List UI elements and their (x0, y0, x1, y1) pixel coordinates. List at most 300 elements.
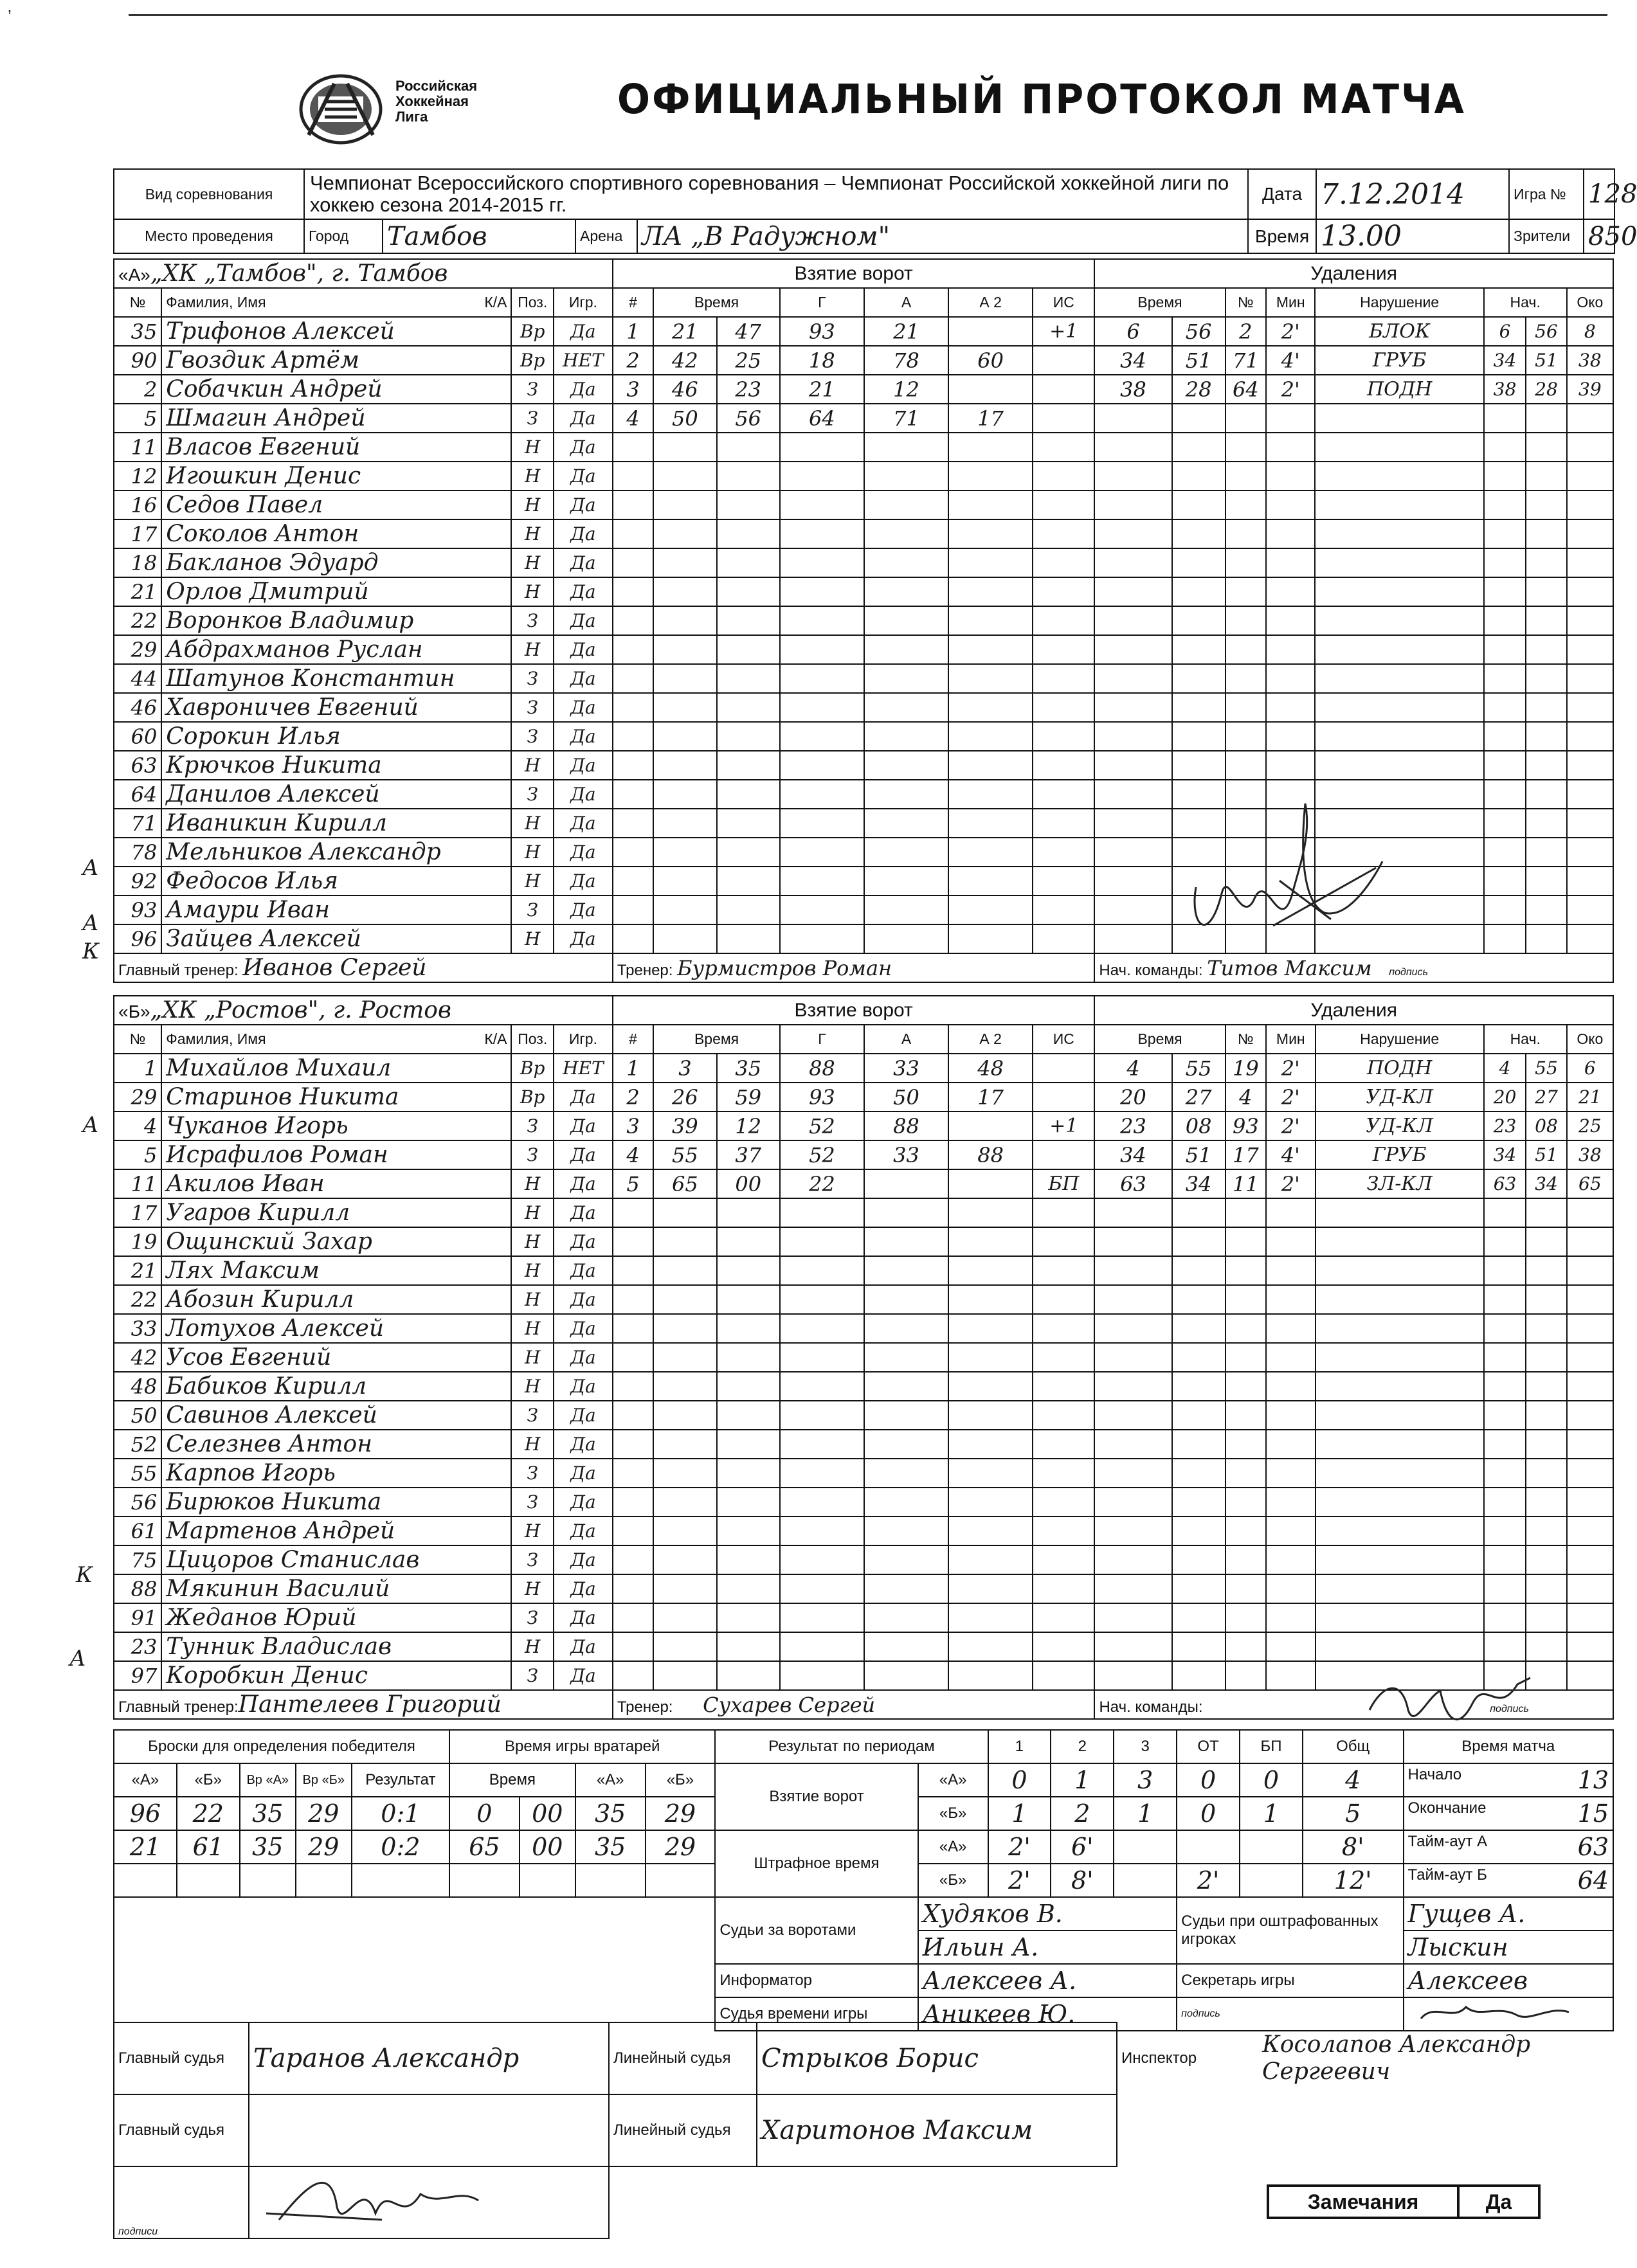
player-played: Да (554, 693, 613, 722)
goals-row-label: Взятие ворот (715, 1763, 918, 1830)
player-position: Вр (511, 346, 554, 375)
player-position: З (511, 1459, 554, 1488)
player-number: 5 (114, 1140, 161, 1169)
goal-number: 5 (613, 1169, 653, 1198)
player-position: Н (511, 548, 554, 577)
player-played: Да (554, 838, 613, 867)
player-number: 17 (114, 1198, 161, 1227)
player-row (114, 1169, 1613, 1198)
team-a-coach-signature-icon (1183, 797, 1389, 951)
protocol-header (0, 0, 1614, 161)
date-label: Дата (1248, 169, 1316, 219)
player-played: НЕТ (554, 1054, 613, 1083)
goal-situation (1033, 1140, 1094, 1169)
player-position: З (511, 693, 554, 722)
goal-situation (1033, 375, 1094, 404)
goal-number: 1 (613, 317, 653, 346)
player-position: Н (511, 1343, 554, 1372)
arena-label: Арена (575, 219, 637, 253)
goal-second: 35 (717, 1054, 780, 1083)
pim-row-label: Штрафное время (715, 1830, 918, 1897)
player-played: Да (554, 375, 613, 404)
player-position: З (511, 780, 554, 809)
player-name: Акилов Иван (161, 1169, 511, 1198)
player-played: Да (554, 1256, 613, 1285)
team-a-coach: Тренер: Бурмистров Роман (613, 953, 1095, 982)
player-played: Да (554, 722, 613, 751)
player-position: Н (511, 433, 554, 462)
player-position: Н (511, 1227, 554, 1256)
goal-assist-1 (864, 1169, 948, 1198)
referee-1-label: Главный судья (114, 2022, 249, 2094)
player-name: Коробкин Денис (161, 1661, 511, 1690)
goal-assist-1: 21 (864, 317, 948, 346)
player-number: 1 (114, 1054, 161, 1083)
penalty-minute: 20 (1094, 1083, 1171, 1112)
player-name: Воронков Владимир (161, 606, 511, 635)
goal-assist-1: 88 (864, 1112, 948, 1140)
player-name: Орлов Дмитрий (161, 577, 511, 606)
penalty-minutes: 4' (1266, 1140, 1315, 1169)
player-played: Да (554, 896, 613, 924)
league-name: Российская Хоккейная Лига (395, 78, 478, 125)
team-a-header: «А»„ХК „Тамбов", г. Тамбов (114, 259, 613, 288)
team-b-pens-title: Удаления (1094, 996, 1613, 1025)
goal-situation: БП (1033, 1169, 1094, 1198)
goal-assist-1: 33 (864, 1054, 948, 1083)
penalty-start-second: 34 (1526, 1169, 1566, 1198)
player-number: 11 (114, 1169, 161, 1198)
team-b-goals-title: Взятие ворот (613, 996, 1095, 1025)
player-position: Н (511, 1430, 554, 1459)
player-number: 78 (114, 838, 161, 867)
player-position: Н (511, 867, 554, 896)
player-row (114, 1488, 1613, 1516)
spectators-label: Зрители (1509, 219, 1584, 253)
player-number: 4 (114, 1112, 161, 1140)
player-name: Ощинский Захар (161, 1227, 511, 1256)
goal-situation (1033, 404, 1094, 433)
player-number: 93 (114, 896, 161, 924)
player-row (114, 1516, 1613, 1545)
player-name: Сорокин Илья (161, 722, 511, 751)
player-number: 22 (114, 606, 161, 635)
player-name: Шатунов Константин (161, 664, 511, 693)
player-number: 5 (114, 404, 161, 433)
team-b-chief: Нач. команды: подпись (1094, 1690, 1613, 1719)
penalty-infraction: ГРУБ (1315, 346, 1483, 375)
penalty-player: 71 (1225, 346, 1266, 375)
penalty-start-minute: 6 (1484, 317, 1526, 346)
player-position: Вр (511, 317, 554, 346)
player-number: 44 (114, 664, 161, 693)
player-position: Н (511, 1198, 554, 1227)
competition-label: Вид соревнования (114, 169, 304, 219)
player-number: 23 (114, 1632, 161, 1661)
player-played: Да (554, 317, 613, 346)
player-position: З (511, 722, 554, 751)
goal-number: 2 (613, 346, 653, 375)
goal-assist-1: 12 (864, 375, 948, 404)
goal-assist-1: 71 (864, 404, 948, 433)
player-row (114, 1227, 1613, 1256)
penalty-start-second: 55 (1526, 1054, 1566, 1083)
player-name: Исрафилов Роман (161, 1140, 511, 1169)
team-a-chief: Нач. команды: Титов Максим подпись (1094, 953, 1613, 982)
player-name: Карпов Игорь (161, 1459, 511, 1488)
goal-number: 3 (613, 1112, 653, 1140)
corner-mark: ’ (8, 6, 12, 26)
player-number: 61 (114, 1516, 161, 1545)
goal-number: 4 (613, 1140, 653, 1169)
goal-minute: 39 (653, 1112, 716, 1140)
shots-title: Броски для определения победителя (114, 1730, 449, 1763)
penalty-minute: 38 (1094, 375, 1171, 404)
goal-scorer: 52 (780, 1140, 864, 1169)
player-played: Да (554, 1285, 613, 1314)
penalty-end: 38 (1567, 346, 1613, 375)
player-position: З (511, 896, 554, 924)
player-row (114, 1198, 1613, 1227)
penalty-minute: 23 (1094, 1112, 1171, 1140)
penalty-infraction: ПОДН (1315, 375, 1483, 404)
player-played: Да (554, 606, 613, 635)
player-name: Федосов Илья (161, 867, 511, 896)
player-name: Лотухов Алексей (161, 1314, 511, 1343)
player-number: 55 (114, 1459, 161, 1488)
penalty-end: 65 (1567, 1169, 1613, 1198)
player-position: Н (511, 1314, 554, 1343)
margin-mark-a93: К (82, 939, 100, 964)
goal-second: 59 (717, 1083, 780, 1112)
player-name: Мельников Александр (161, 838, 511, 867)
goal-scorer: 64 (780, 404, 864, 433)
player-position: Н (511, 462, 554, 491)
player-number: 60 (114, 722, 161, 751)
margin-mark-a71: А (82, 855, 99, 881)
player-name: Цицоров Станислав (161, 1545, 511, 1574)
goal-minute: 42 (653, 346, 716, 375)
match-time-title: Время матча (1404, 1730, 1613, 1763)
goal-minute: 46 (653, 375, 716, 404)
penalty-second: 27 (1172, 1083, 1225, 1112)
goal-minute: 3 (653, 1054, 716, 1083)
player-row (114, 664, 1613, 693)
player-name: Бирюков Никита (161, 1488, 511, 1516)
player-played: Да (554, 1401, 613, 1430)
penalty-infraction: ПОДН (1316, 1054, 1484, 1083)
player-row (114, 1256, 1613, 1285)
player-name: Иваникин Кирилл (161, 809, 511, 838)
linesman-2-label: Линейный судья (609, 2094, 757, 2166)
player-number: 48 (114, 1372, 161, 1401)
goalie-time-title: Время игры вратарей (449, 1730, 715, 1763)
player-position: З (511, 1488, 554, 1516)
player-number: 42 (114, 1343, 161, 1372)
player-row (114, 1083, 1613, 1112)
goal-assist-2: 60 (948, 346, 1033, 375)
player-number: 64 (114, 780, 161, 809)
player-position: З (511, 404, 554, 433)
penalty-second: 08 (1172, 1112, 1225, 1140)
goal-minute: 65 (653, 1169, 716, 1198)
player-row (114, 1574, 1613, 1603)
player-position: Н (511, 635, 554, 664)
margin-mark-b4: А (82, 1112, 99, 1138)
player-row (114, 1632, 1613, 1661)
player-position: З (511, 606, 554, 635)
goal-number: 3 (613, 375, 653, 404)
player-played: Да (554, 664, 613, 693)
player-position: З (511, 1112, 554, 1140)
player-position: Н (511, 577, 554, 606)
player-played: Да (554, 519, 613, 548)
player-position: Н (511, 838, 554, 867)
penalty-start-minute: 4 (1484, 1054, 1526, 1083)
penalty-start-second: 27 (1526, 1083, 1566, 1112)
penalty-end: 6 (1567, 1054, 1613, 1083)
player-position: Н (511, 519, 554, 548)
penalty-start-second: 28 (1526, 375, 1566, 404)
player-row (114, 375, 1613, 404)
player-row (114, 491, 1613, 519)
player-row (114, 1140, 1613, 1169)
goal-second: 12 (717, 1112, 780, 1140)
player-number: 17 (114, 519, 161, 548)
player-name: Чуканов Игорь (161, 1112, 511, 1140)
team-a-goals-title: Взятие ворот (613, 259, 1095, 288)
penalty-second: 55 (1172, 1054, 1225, 1083)
player-name: Мякинин Василий (161, 1574, 511, 1603)
penalty-player: 93 (1225, 1112, 1266, 1140)
player-played: Да (554, 1372, 613, 1401)
penalty-end: 21 (1567, 1083, 1613, 1112)
margin-mark-b75: К (76, 1562, 93, 1588)
penalty-player: 11 (1225, 1169, 1266, 1198)
player-row (114, 548, 1613, 577)
penalty-player: 17 (1225, 1140, 1266, 1169)
player-position: З (511, 664, 554, 693)
player-position: З (511, 1140, 554, 1169)
remarks-label: Замечания (1268, 2186, 1458, 2218)
player-position: Н (511, 1516, 554, 1545)
goal-scorer: 93 (780, 317, 864, 346)
time-label: Время (1248, 219, 1316, 253)
penalty-player: 64 (1225, 375, 1266, 404)
player-number: 46 (114, 693, 161, 722)
player-number: 63 (114, 751, 161, 780)
player-played: Да (554, 433, 613, 462)
player-number: 19 (114, 1227, 161, 1256)
referee-1: Таранов Александр (249, 2022, 609, 2094)
remarks-box (1267, 2184, 1541, 2219)
player-played: Да (554, 1545, 613, 1574)
goal-situation (1033, 1054, 1094, 1083)
officials-table: Главный судья Таранов Александр Линейный судья Стрыков Борис Инспектор Косолапов Александр Сергеевич Главный судья Линейный судья Харитонов Максим подписи (113, 2022, 1614, 2239)
player-name: Собачкин Андрей (161, 375, 511, 404)
player-played: Да (554, 1516, 613, 1545)
player-name: Седов Павел (161, 491, 511, 519)
penalty-start-minute: 63 (1484, 1169, 1526, 1198)
player-played: Да (554, 1574, 613, 1603)
penalty-minutes: 2' (1266, 1054, 1315, 1083)
penalty-infraction: УД-КЛ (1316, 1112, 1484, 1140)
linesman-1-label: Линейный судья (609, 2022, 757, 2094)
penalty-start-minute: 23 (1484, 1112, 1526, 1140)
player-row (114, 1459, 1613, 1488)
player-number: 35 (114, 317, 161, 346)
referee-signature-icon (253, 2168, 485, 2233)
player-played: Да (554, 1140, 613, 1169)
player-number: 90 (114, 346, 161, 375)
player-row (114, 1401, 1613, 1430)
player-row (114, 1545, 1613, 1574)
player-played: Да (554, 1430, 613, 1459)
player-number: 97 (114, 1661, 161, 1690)
player-name: Угаров Кирилл (161, 1198, 511, 1227)
penalty-minute: 34 (1094, 1140, 1171, 1169)
secretary-signature-icon (1408, 1999, 1575, 2025)
linesman-1: Стрыков Борис (757, 2022, 1117, 2094)
player-played: Да (554, 1603, 613, 1632)
goal-assist-2: 17 (948, 404, 1033, 433)
player-played: Да (554, 809, 613, 838)
player-row (114, 693, 1613, 722)
player-number: 75 (114, 1545, 161, 1574)
goal-second: 00 (717, 1169, 780, 1198)
penalty-player: 19 (1225, 1054, 1266, 1083)
player-played: Да (554, 1488, 613, 1516)
league-logo-icon (296, 71, 386, 148)
goal-situation (1033, 1083, 1094, 1112)
city-label: Город (304, 219, 383, 253)
player-row (114, 433, 1613, 462)
player-position: З (511, 1603, 554, 1632)
periods-title: Результат по периодам (715, 1730, 988, 1763)
goal-situation: +1 (1033, 317, 1094, 346)
venue-label: Место проведения (114, 219, 304, 253)
game-label: Игра № (1509, 169, 1584, 219)
player-played: Да (554, 577, 613, 606)
player-name: Соколов Антон (161, 519, 511, 548)
penalty-start-second: 51 (1526, 346, 1566, 375)
margin-mark-a92: А (82, 910, 99, 936)
player-position: Н (511, 809, 554, 838)
penalty-minutes: 2' (1266, 375, 1315, 404)
player-number: 12 (114, 462, 161, 491)
team-b-header: «Б»„ХК „Ростов", г. Ростов (114, 996, 613, 1025)
player-name: Крючков Никита (161, 751, 511, 780)
linesman-2: Харитонов Максим (757, 2094, 1117, 2166)
player-number: 96 (114, 924, 161, 953)
player-name: Савинов Алексей (161, 1401, 511, 1430)
player-name: Тунник Владислав (161, 1632, 511, 1661)
player-played: Да (554, 1169, 613, 1198)
player-played: Да (554, 1632, 613, 1661)
player-played: Да (554, 924, 613, 953)
player-played: Да (554, 867, 613, 896)
player-name: Лях Максим (161, 1256, 511, 1285)
player-played: Да (554, 635, 613, 664)
penalty-minutes: 2' (1266, 317, 1315, 346)
player-position: Н (511, 1574, 554, 1603)
penalty-end: 8 (1567, 317, 1613, 346)
team-a-head-coach: Главный тренер: Иванов Сергей (114, 953, 613, 982)
goal-assist-2: 48 (948, 1054, 1033, 1083)
player-position: Н (511, 491, 554, 519)
player-number: 2 (114, 375, 161, 404)
goal-assist-2: 17 (948, 1083, 1033, 1112)
player-name: Зайцев Алексей (161, 924, 511, 953)
goal-scorer: 21 (780, 375, 864, 404)
player-played: НЕТ (554, 346, 613, 375)
player-row (114, 519, 1613, 548)
goal-assist-2 (948, 1112, 1033, 1140)
remarks-value: Да (1458, 2186, 1539, 2218)
player-position: Н (511, 1632, 554, 1661)
goal-number: 1 (613, 1054, 653, 1083)
arena-value: ЛА „В Радужном" (637, 219, 1248, 253)
goal-scorer: 93 (780, 1083, 864, 1112)
game-value: 128 (1584, 169, 1614, 219)
player-row (114, 346, 1613, 375)
player-name: Бабиков Кирилл (161, 1372, 511, 1401)
player-name: Данилов Алексей (161, 780, 511, 809)
goal-second: 25 (717, 346, 780, 375)
goal-assist-1: 50 (864, 1083, 948, 1112)
goal-minute: 50 (653, 404, 716, 433)
player-row (114, 1372, 1613, 1401)
penalty-second: 51 (1172, 346, 1225, 375)
player-number: 91 (114, 1603, 161, 1632)
player-position: Н (511, 1169, 554, 1198)
player-number: 50 (114, 1401, 161, 1430)
player-number: 16 (114, 491, 161, 519)
penalty-end: 38 (1567, 1140, 1613, 1169)
player-position: З (511, 375, 554, 404)
city-value: Тамбов (383, 219, 575, 253)
goal-scorer: 22 (780, 1169, 864, 1198)
player-position: Н (511, 924, 554, 953)
penalty-infraction: ЗЛ-КЛ (1316, 1169, 1484, 1198)
player-played: Да (554, 404, 613, 433)
penalty-end: 39 (1567, 375, 1613, 404)
goal-minute: 26 (653, 1083, 716, 1112)
goal-scorer: 88 (780, 1054, 864, 1083)
player-name: Михайлов Михаил (161, 1054, 511, 1083)
player-name: Абозин Кирилл (161, 1285, 511, 1314)
player-played: Да (554, 462, 613, 491)
goal-assist-2: 88 (948, 1140, 1033, 1169)
player-position: З (511, 1545, 554, 1574)
goal-assist-2 (948, 375, 1033, 404)
penalty-infraction: БЛОК (1315, 317, 1483, 346)
goal-assist-2 (948, 317, 1033, 346)
player-name: Хавроничев Евгений (161, 693, 511, 722)
player-number: 56 (114, 1488, 161, 1516)
player-played: Да (554, 1227, 613, 1256)
player-number: 22 (114, 1285, 161, 1314)
team-b-table: «Б»„ХК „Ростов", г. Ростов Взятие ворот Удаления № Фамилия, Имя К/А Поз. Игр. # Время Г А А 2 ИС Время № Мин Нарушение Нач. Око 1 Михайлов Михаил Вр НЕТ 1 3 35 88 33 48 4 55 19 2' ПОДН 4 55 6 29 Старинов Никита Вр Да 2 26 59 93 50 17 20 27 4 2' УД-КЛ 20 27 21 4 Чуканов Игорь З Да 3 39 12 52 88 +1 23 08 93 2' УД-КЛ 23 08 25 5 Исрафилов Роман З Да 4 55 37 52 33 88 34 51 17 4' ГРУБ 34 51 38 11 Акилов Иван Н Да 5 65 00 22 БП 63 34 11 2' ЗЛ-КЛ 63 34 65 17 Угаров Кирилл Н Да 19 Ощинский Захар Н Да 21 Лях Максим Н Да 22 Абозин Кирилл Н Да 33 Лотухов Алексей Н Да 42 Усов Евгений Н Да 48 Бабиков Кирилл Н Да 50 Савинов Алексей З Да 52 Селезнев Антон Н Да 55 Карпов Игорь З Да 56 Бирюков Никита З Да 61 Мартенов Андрей Н Да 75 Цицоров Станислав З Да 88 Мякинин Василий Н Да 91 Жеданов Юрий З Да 23 Тунник Владислав Н Да 97 Коробкин Денис З Да Главный тренер:Пантелеев Григорий Тренер: Сухарев Сергей Нач. команды: подпись (113, 995, 1614, 1720)
goal-scorer: 18 (780, 346, 864, 375)
player-row (114, 404, 1613, 433)
penalty-second: 34 (1172, 1169, 1225, 1198)
penalty-minute: 6 (1094, 317, 1171, 346)
player-row (114, 1054, 1613, 1083)
goal-number: 2 (613, 1083, 653, 1112)
player-played: Да (554, 751, 613, 780)
referee-2-label: Главный судья (114, 2094, 249, 2166)
